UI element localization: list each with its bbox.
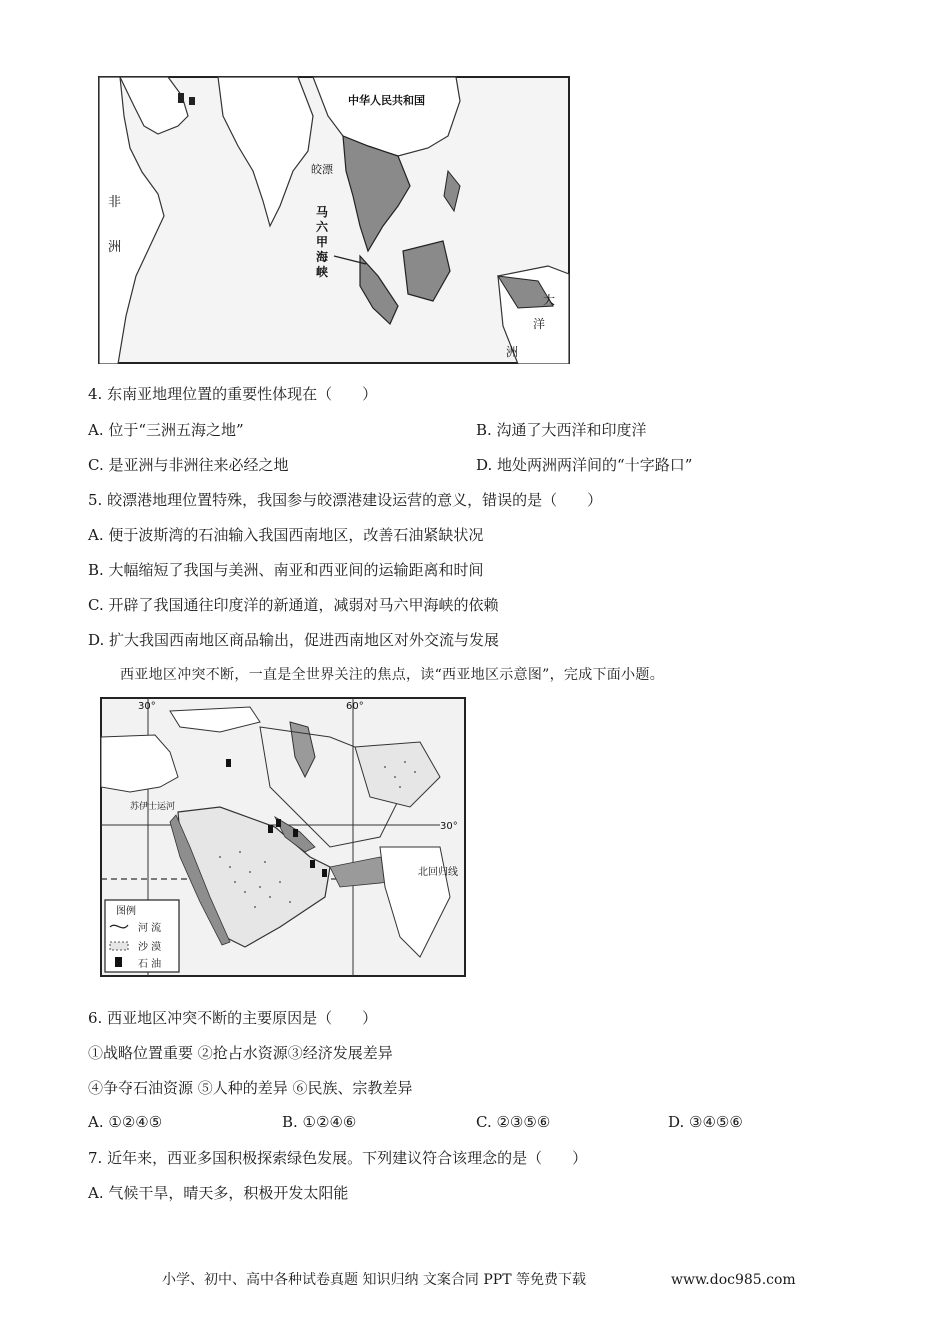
question-5-stem: 5. 皎漂港地理位置特殊，我国参与皎漂港建设运营的意义，错误的是（ ）: [88, 491, 603, 509]
svg-text:甲: 甲: [316, 235, 329, 249]
svg-text:沙 漠: 沙 漠: [138, 942, 162, 953]
question-6-option-a: A. ①②④⑤: [88, 1113, 163, 1131]
question-6-statements-2: ④争夺石油资源 ⑤人种的差异 ⑥民族、宗教差异: [88, 1079, 413, 1097]
svg-text:海: 海: [316, 250, 329, 264]
question-4-option-d: D. 地处两洲两洋间的“十字路口”: [476, 456, 693, 474]
west-asia-map: [100, 697, 466, 977]
port-label: 皎漂: [311, 163, 333, 176]
question-6-stem: 6. 西亚地区冲突不断的主要原因是（ ）: [88, 1009, 378, 1027]
question-5-option-a: A. 便于波斯湾的石油输入我国西南地区，改善石油紧缺状况: [88, 526, 484, 544]
question-7-option-a: A. 气候干旱，晴天多，积极开发太阳能: [88, 1184, 349, 1202]
question-7-stem: 7. 近年来，西亚多国积极探索绿色发展。下列建议符合该理念的是（ ）: [88, 1149, 588, 1167]
question-6-option-d: D. ③④⑤⑥: [668, 1113, 743, 1131]
svg-text:峡: 峡: [316, 265, 329, 279]
question-4-option-c: C. 是亚洲与非洲往来必经之地: [88, 456, 289, 474]
question-4-stem: 4. 东南亚地理位置的重要性体现在（ ）: [88, 385, 378, 403]
svg-text:石 油: 石 油: [138, 959, 162, 970]
svg-text:河 流: 河 流: [138, 923, 162, 934]
question-6-statements-1: ①战略位置重要 ②抢占水资源③经济发展差异: [88, 1044, 393, 1062]
southeast-asia-map: [98, 76, 570, 364]
question-5-option-d: D. 扩大我国西南地区商品输出，促进西南地区对外交流与发展: [88, 631, 500, 649]
svg-text:洋: 洋: [533, 317, 546, 331]
question-6-option-b: B. ①②④⑥: [282, 1113, 357, 1131]
question-4-option-a: A. 位于“三洲五海之地”: [88, 421, 244, 439]
svg-text:图例: 图例: [116, 906, 136, 917]
strait-label: [316, 204, 329, 279]
svg-text:洲: 洲: [506, 345, 519, 359]
question-4-option-b: B. 沟通了大西洋和印度洋: [476, 421, 647, 439]
suez-label: 苏伊士运河: [130, 802, 176, 812]
question-5-option-b: B. 大幅缩短了我国与美洲、南亚和西亚间的运输距离和时间: [88, 561, 484, 579]
question-6-option-c: C. ②③⑤⑥: [476, 1113, 551, 1131]
footer-text: 小学、初中、高中各种试卷真题 知识归纳 文案合同 PPT 等免费下载: [162, 1272, 586, 1288]
tropic-label: 北回归线: [418, 867, 458, 878]
svg-text:大: 大: [543, 293, 556, 307]
africa-label-2: 洲: [108, 240, 122, 255]
africa-label-1: 非: [108, 195, 122, 210]
lat-30-label: 30°: [440, 821, 458, 832]
map-legend: [105, 900, 179, 972]
footer-url-link[interactable]: www.doc985.com: [671, 1272, 796, 1288]
svg-text:六: 六: [316, 220, 329, 234]
china-label: 中华人民共和国: [348, 94, 425, 107]
lon-30-label: 30°: [138, 701, 156, 712]
lon-60-label: 60°: [346, 701, 364, 712]
section-intro: 西亚地区冲突不断，一直是全世界关注的焦点，读“西亚地区示意图”，完成下面小题。: [120, 667, 665, 683]
question-5-option-c: C. 开辟了我国通往印度洋的新通道，减弱对马六甲海峡的依赖: [88, 596, 499, 614]
svg-text:马: 马: [316, 205, 329, 219]
